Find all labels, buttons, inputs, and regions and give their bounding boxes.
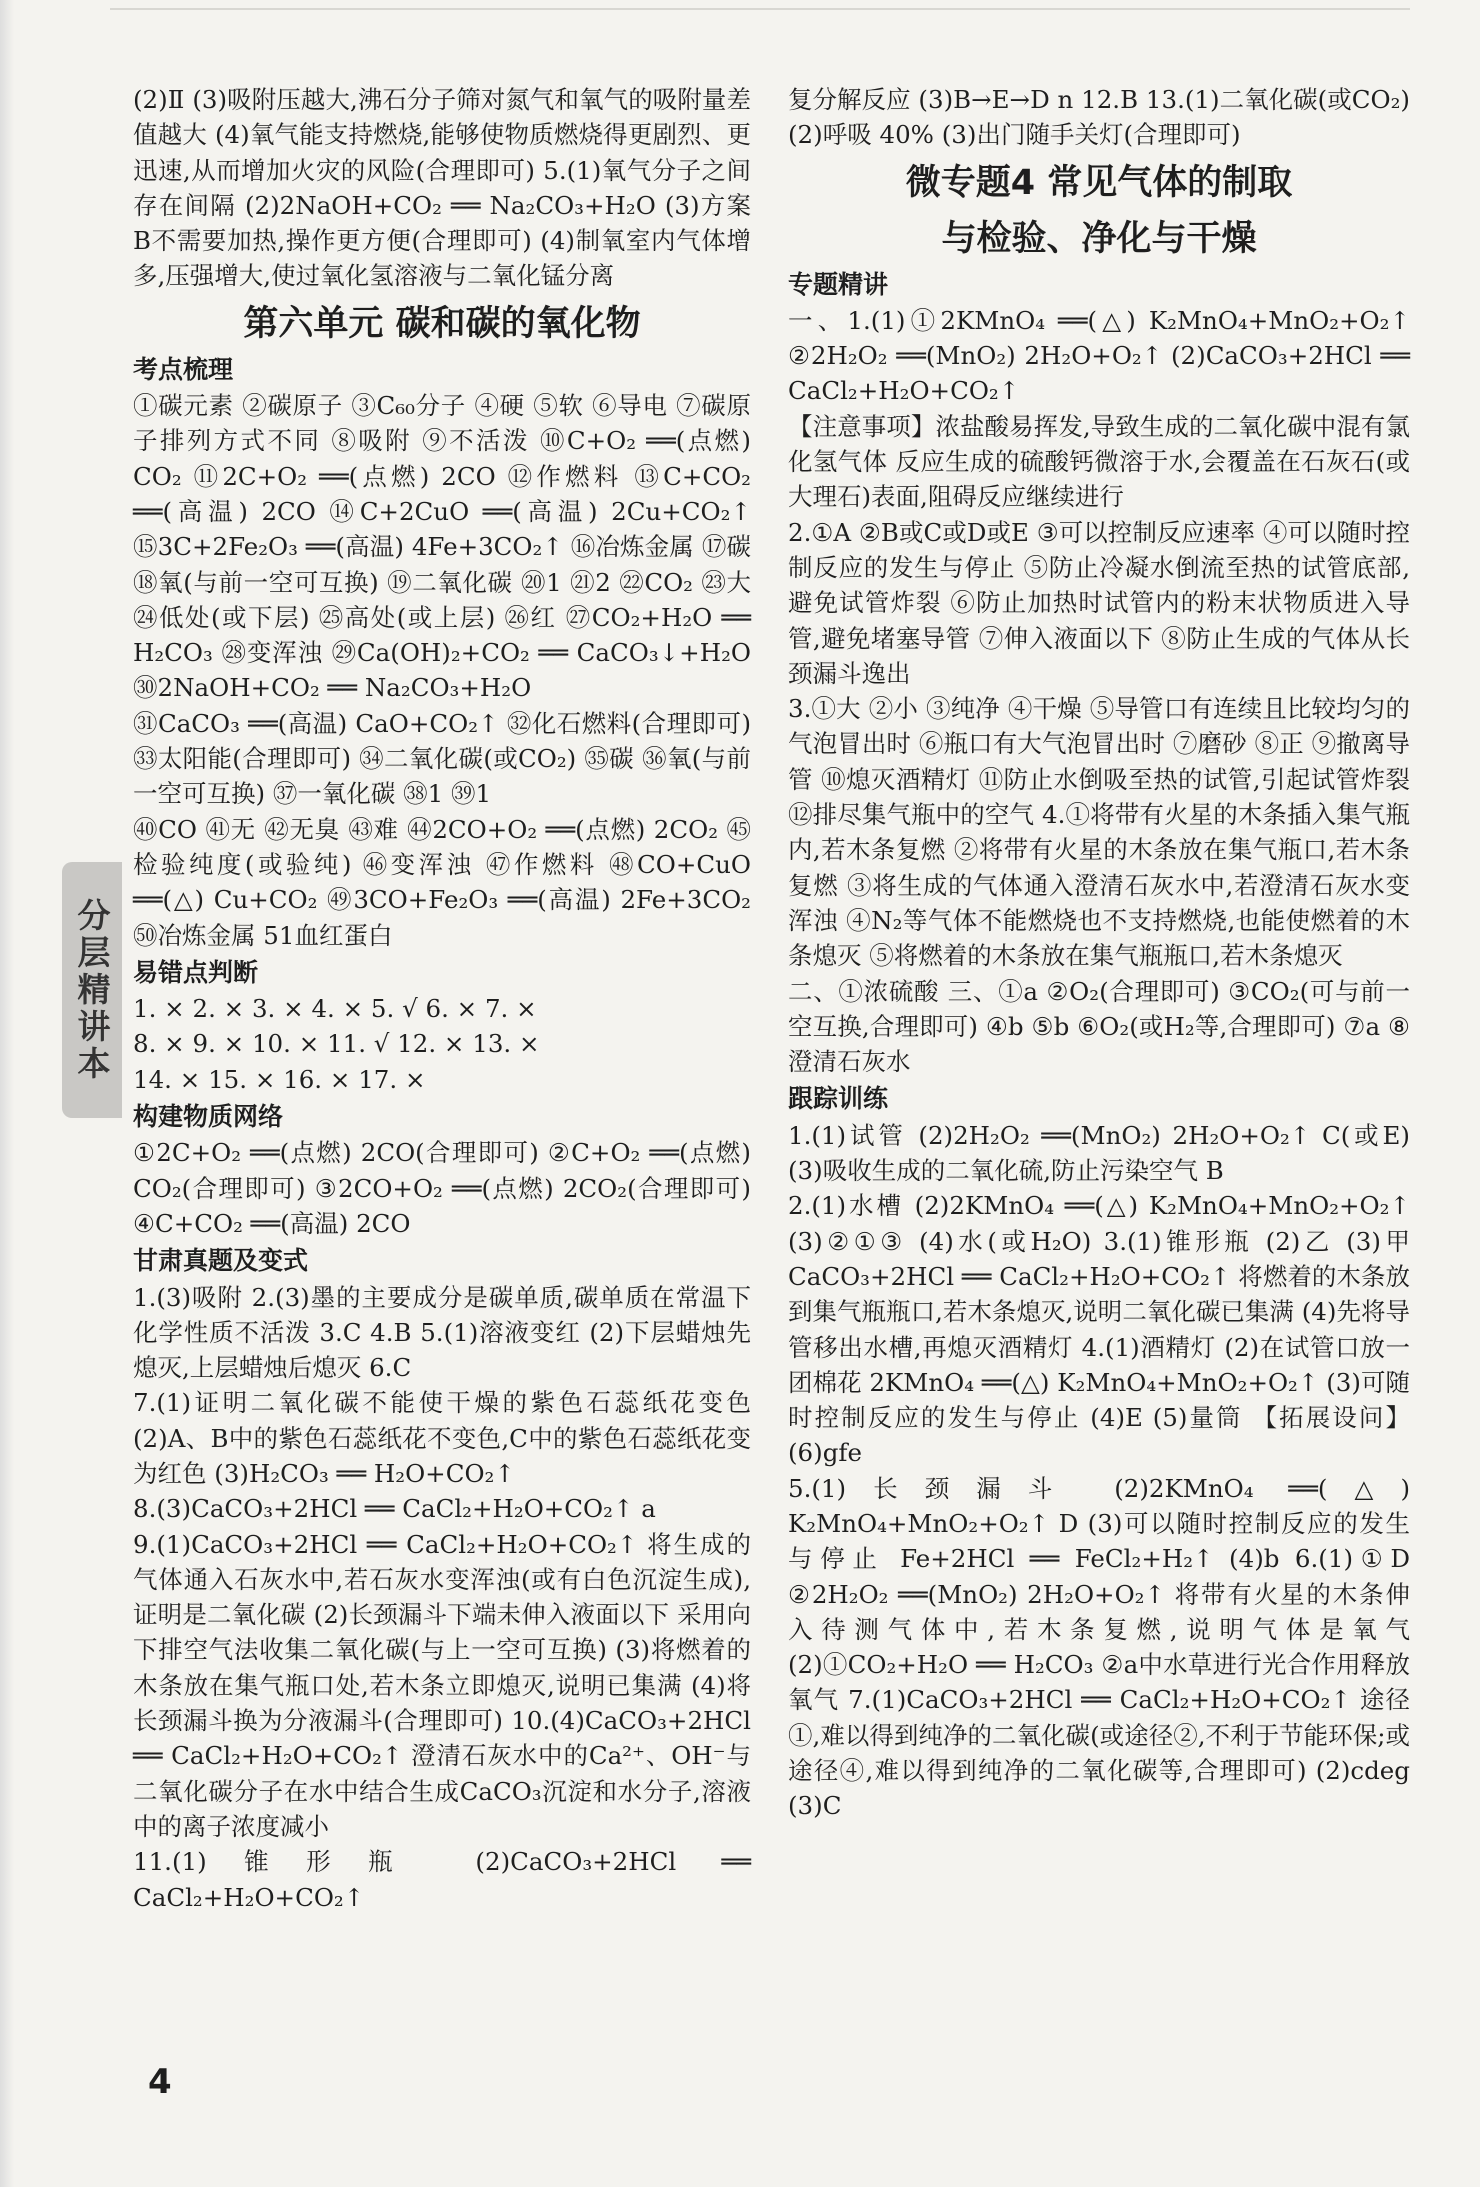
top-rule [110,8,1410,10]
section-heading: 构建物质网络 [133,1102,284,1132]
side-tab-label: 分层精讲本 [62,862,122,1118]
left-paragraph: (2)Ⅱ (3)吸附压越大,沸石分子筛对氮气和氧气的吸附量差值越大 (4)氧气能支持燃烧,能够使物质燃烧得更剧烈、更迅速,从而增加火灾的风险(合理即可) 5.(1)氧气分子之间存在间隔 (2)2NaOH+CO₂ ══ Na₂CO₃+H₂O (3)方案B不需要加热,操作更方便(合理即可) (4)制氧室内气体增多,压强增大,使过氧化氢溶液与二氧化锰分离 [133,85,751,291]
left-paragraph: ㉛CaCO₃ ══(高温) CaO+CO₂↑ ㉜化石燃料(合理即可) ㉝太阳能(合理即可) ㉞二氧化碳(或CO₂) ㉟碳 ㊱氧(与前一空可互换) ㊲一氧化碳 ㊳1 ㊴1 [133,708,751,809]
section-heading: 甘肃真题及变式 [133,1246,309,1276]
topic-title-line1: 微专题4 常见气体的制取 [905,162,1293,203]
page-number: 4 [148,2062,172,2102]
section-heading: 跟踪训练 [788,1084,889,1114]
left-column [133,82,751,1915]
left-paragraph: 1. × 2. × 3. × 4. × 5. √ 6. × 7. × [133,994,537,1024]
left-paragraph: 9.(1)CaCO₃+2HCl ══ CaCl₂+H₂O+CO₂↑ 将生成的气体通入石灰水中,若石灰水变浑浊(或有白色沉淀生成),证明是二氧化碳 (2)长颈漏斗下端未伸入液面以下 采用向下排空气法收集二氧化碳(与上一空可互换) (3)将燃着的木条放在集气瓶口处,若木条立即熄灭,说明已集满 (4)将长颈漏斗换为分液漏斗(合理即可) 10.(4)CaCO₃+2HCl ══ CaCl₂+H₂O+CO₂↑ 澄清石灰水中的Ca²⁺、OH⁻与二氧化碳分子在水中结合生成CaCO₃沉淀和水分子,溶液中的离子浓度减小 [133,1529,751,1841]
left-paragraph: 8. × 9. × 10. × 11. √ 12. × 13. × [133,1029,540,1059]
section-heading: 易错点判断 [133,957,259,987]
left-paragraph: ①2C+O₂ ══(点燃) 2CO(合理即可) ②C+O₂ ══(点燃) CO₂(合理即可) ③2CO+O₂ ══(点燃) 2CO₂(合理即可) ④C+CO₂ ══(高温) 2CO [133,1138,751,1238]
section-heading: 专题精讲 [788,269,889,299]
left-paragraph: ㊵CO ㊶无 ㊷无臭 ㊸难 ㊹2CO+O₂ ══(点燃) 2CO₂ ㊺检验纯度(或验纯) ㊻变浑浊 ㊼作燃料 ㊽CO+CuO ══(△) Cu+CO₂ ㊾3CO+Fe₂O₃ ══(高温) 2Fe+3CO₂ ㊿冶炼金属 51血红蛋白 [133,814,751,950]
section-heading: 考点梳理 [133,354,234,384]
left-paragraph: 7.(1)证明二氧化碳不能使干燥的紫色石蕊纸花变色 (2)A、B中的紫色石蕊纸花不变色,C中的紫色石蕊纸花变为红色 (3)H₂CO₃ ══ H₂O+CO₂↑ [133,1388,751,1488]
right-paragraph: 一、1.(1)①2KMnO₄ ══(△) K₂MnO₄+MnO₂+O₂↑ ②2H₂O₂ ══(MnO₂) 2H₂O+O₂↑ (2)CaCO₃+2HCl ══ CaCl₂+H₂O+CO₂↑ [788,305,1410,406]
page-edge-shadow [0,0,14,2187]
right-paragraph: 5.(1)长颈漏斗 (2)2KMnO₄ ══(△) K₂MnO₄+MnO₂+O₂↑ D (3)可以随时控制反应的发生与停止 Fe+2HCl ══ FeCl₂+H₂↑ (4)b 6.(1)①D ②2H₂O₂ ══(MnO₂) 2H₂O+O₂↑ 将带有火星的木条伸入待测气体中,若木条复燃,说明气体是氧气 (2)①CO₂+H₂O ══ H₂CO₃ ②a中水草进行光合作用释放氧气 7.(1)CaCO₃+2HCl ══ CaCl₂+H₂O+CO₂↑ 途径①,难以得到纯净的二氧化碳(或途径②,不利于节能环保;或途径④,难以得到纯净的二氧化碳等,合理即可) (2)cdeg (3)C [788,1473,1410,1821]
topic-title-line2: 与检验、净化与干燥 [941,218,1257,259]
right-paragraph: 1.(1)试管 (2)2H₂O₂ ══(MnO₂) 2H₂O+O₂↑ C(或E) (3)吸收生成的二氧化硫,防止污染空气 B [788,1120,1410,1186]
right-paragraph: 二、①浓硫酸 三、①a ②O₂(合理即可) ③CO₂(可与前一空互换,合理即可) ④b ⑤b ⑥O₂(或H₂等,合理即可) ⑦a ⑧澄清石灰水 [788,976,1410,1077]
right-paragraph: 2.(1)水槽 (2)2KMnO₄ ══(△) K₂MnO₄+MnO₂+O₂↑ (3)②①③ (4)水(或H₂O) 3.(1)锥形瓶 (2)乙 (3)甲 CaCO₃+2HCl ══ CaCl₂+H₂O+CO₂↑ 将燃着的木条放到集气瓶瓶口,若木条熄灭,说明二氧化碳已集满 (4)先将导管移出水槽,再熄灭酒精灯 4.(1)酒精灯 (2)在试管口放一团棉花 2KMnO₄ ══(△) K₂MnO₄+MnO₂+O₂↑ (3)可随时控制反应的发生与停止 (4)E (5)量筒 【拓展设问】(6)gfe [788,1191,1410,1468]
unit-title: 第六单元 碳和碳的氧化物 [243,303,641,344]
left-paragraph: 1.(3)吸附 2.(3)墨的主要成分是碳单质,碳单质在常温下化学性质不活泼 3.C 4.B 5.(1)溶液变红 (2)下层蜡烛先熄灭,上层蜡烛后熄灭 6.C [133,1282,751,1383]
left-paragraph: ①碳元素 ②碳原子 ③C₆₀分子 ④硬 ⑤软 ⑥导电 ⑦碳原子排列方式不同 ⑧吸附 ⑨不活泼 ⑩C+O₂ ══(点燃) CO₂ ⑪2C+O₂ ══(点燃) 2CO ⑫作燃料 ⑬C+CO₂ ══(高温) 2CO ⑭C+2CuO ══(高温) 2Cu+CO₂↑ ⑮3C+2Fe₂O₃ ══(高温) 4Fe+3CO₂↑ ⑯冶炼金属 ⑰碳 ⑱氧(与前一空可互换) ⑲二氧化碳 ⑳1 ㉑2 ㉒CO₂ ㉓大 ㉔低处(或下层) ㉕高处(或上层) ㉖红 ㉗CO₂+H₂O ══ H₂CO₃ ㉘变浑浊 ㉙Ca(OH)₂+CO₂ ══ CaCO₃↓+H₂O ㉚2NaOH+CO₂ ══ Na₂CO₃+H₂O [133,391,751,703]
right-paragraph: 2.①A ②B或C或D或E ③可以控制反应速率 ④可以随时控制反应的发生与停止 ⑤防止冷凝水倒流至热的试管底部,避免试管炸裂 ⑥防止加热时试管内的粉末状物质进入导管,避免堵塞导管 ⑦伸入液面以下 ⑧防止生成的气体从长颈漏斗逸出 [788,517,1410,688]
right-paragraph: 复分解反应 (3)B→E→D n 12.B 13.(1)二氧化碳(或CO₂) (2)呼吸 40% (3)出门随手关灯(合理即可) [788,85,1410,150]
left-paragraph: 8.(3)CaCO₃+2HCl ══ CaCl₂+H₂O+CO₂↑ a [133,1494,656,1524]
left-paragraph: 14. × 15. × 16. × 17. × [133,1064,426,1094]
right-paragraph: 3.①大 ②小 ③纯净 ④干燥 ⑤导管口有连续且比较均匀的气泡冒出时 ⑥瓶口有大气泡冒出时 ⑦磨砂 ⑧正 ⑨撤离导管 ⑩熄灭酒精灯 ⑪防止水倒吸至热的试管,引起试管炸裂 ⑫排尽集气瓶中的空气 4.①将带有火星的木条插入集气瓶内,若木条复燃 ②将带有火星的木条放在集气瓶口,若木条复燃 ③将生成的气体通入澄清石灰水中,若澄清石灰水变浑浊 ④N₂等气体不能燃烧也不支持燃烧,也能使燃着的木条熄灭 ⑤将燃着的木条放在集气瓶瓶口,若木条熄灭 [788,694,1410,971]
right-paragraph: 【注意事项】浓盐酸易挥发,导致生成的二氧化碳中混有氯化氢气体 反应生成的硫酸钙微溶于水,会覆盖在石灰石(或大理石)表面,阻碍反应继续进行 [788,411,1410,512]
right-column [788,82,1410,1824]
left-paragraph: 11.(1)锥形瓶 (2)CaCO₃+2HCl ══ CaCl₂+H₂O+CO₂↑ [133,1847,751,1912]
